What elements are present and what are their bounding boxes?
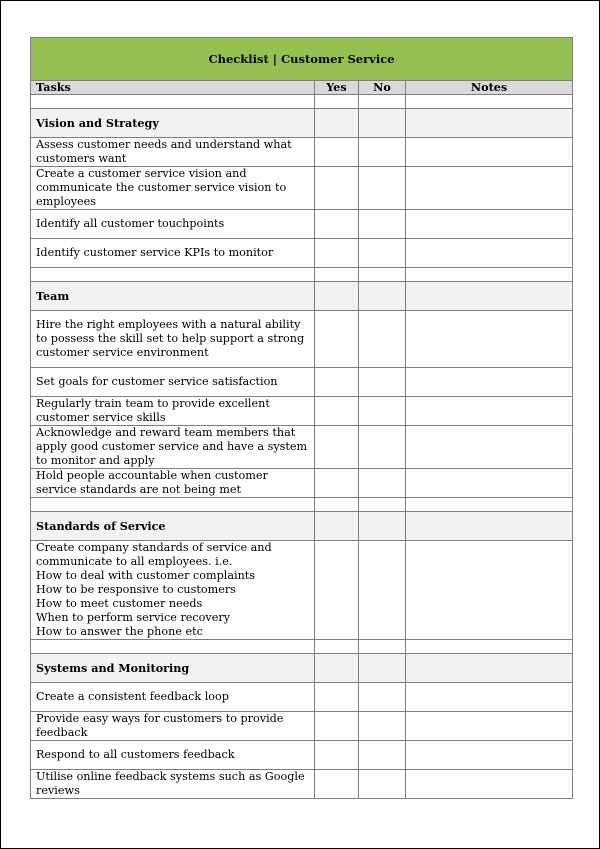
task-notes-cell[interactable] [406, 741, 573, 770]
spacer-cell [315, 268, 359, 282]
spacer-row [31, 498, 573, 512]
task-text: Regularly train team to provide excellent customer service skills [31, 397, 315, 426]
task-text: Assess customer needs and understand what customers want [31, 138, 315, 167]
yes-column-header: Yes [315, 81, 359, 95]
task-no-cell[interactable] [359, 469, 406, 498]
task-no-cell[interactable] [359, 397, 406, 426]
task-text: Hold people accountable when customer service standards are not being met [31, 469, 315, 498]
task-row [31, 683, 573, 712]
section-blank-cell [406, 654, 573, 683]
spacer-row [31, 268, 573, 282]
task-no-cell[interactable] [359, 741, 406, 770]
task-text: Utilise online feedback systems such as Google reviews [31, 770, 315, 799]
spacer-cell [359, 498, 406, 512]
task-text: Acknowledge and reward team members that apply good customer service and have a system to monitor and apply [31, 426, 315, 469]
spacer-row [31, 95, 573, 109]
document-title: Checklist | Customer Service [31, 38, 573, 81]
task-yes-cell[interactable] [315, 239, 359, 268]
section-title: Standards of Service [31, 512, 315, 541]
task-notes-cell[interactable] [406, 770, 573, 799]
section-row [31, 109, 573, 138]
task-yes-cell[interactable] [315, 426, 359, 469]
task-yes-cell[interactable] [315, 683, 359, 712]
task-row [31, 167, 573, 210]
task-yes-cell[interactable] [315, 741, 359, 770]
section-blank-cell [315, 109, 359, 138]
task-notes-cell[interactable] [406, 426, 573, 469]
spacer-row [31, 640, 573, 654]
section-blank-cell [315, 512, 359, 541]
spacer-cell [315, 640, 359, 654]
task-row [31, 210, 573, 239]
title-row [31, 38, 573, 81]
task-no-cell[interactable] [359, 368, 406, 397]
tasks-column-header: Tasks [31, 81, 315, 95]
task-no-cell[interactable] [359, 167, 406, 210]
task-no-cell[interactable] [359, 712, 406, 741]
task-no-cell[interactable] [359, 770, 406, 799]
notes-column-header: Notes [406, 81, 573, 95]
task-yes-cell[interactable] [315, 138, 359, 167]
section-blank-cell [315, 654, 359, 683]
section-blank-cell [359, 654, 406, 683]
task-no-cell[interactable] [359, 239, 406, 268]
spacer-cell [359, 268, 406, 282]
task-no-cell[interactable] [359, 210, 406, 239]
task-notes-cell[interactable] [406, 469, 573, 498]
task-notes-cell[interactable] [406, 683, 573, 712]
header-row [31, 81, 573, 95]
task-notes-cell[interactable] [406, 541, 573, 640]
task-notes-cell[interactable] [406, 368, 573, 397]
task-notes-cell[interactable] [406, 712, 573, 741]
spacer-cell [406, 95, 573, 109]
spacer-cell [31, 640, 315, 654]
task-notes-cell[interactable] [406, 397, 573, 426]
task-row [31, 770, 573, 799]
task-no-cell[interactable] [359, 683, 406, 712]
spacer-cell [359, 640, 406, 654]
task-yes-cell[interactable] [315, 210, 359, 239]
task-yes-cell[interactable] [315, 397, 359, 426]
task-notes-cell[interactable] [406, 138, 573, 167]
section-blank-cell [359, 282, 406, 311]
task-yes-cell[interactable] [315, 712, 359, 741]
section-blank-cell [406, 282, 573, 311]
task-no-cell[interactable] [359, 311, 406, 368]
section-title: Team [31, 282, 315, 311]
spacer-cell [315, 95, 359, 109]
task-text: Create a customer service vision and communicate the customer service vision to employees [31, 167, 315, 210]
section-blank-cell [315, 282, 359, 311]
task-row [31, 397, 573, 426]
task-text: Respond to all customers feedback [31, 741, 315, 770]
task-notes-cell[interactable] [406, 239, 573, 268]
section-row [31, 512, 573, 541]
task-text: Create a consistent feedback loop [31, 683, 315, 712]
task-no-cell[interactable] [359, 426, 406, 469]
spacer-cell [406, 268, 573, 282]
spacer-cell [406, 640, 573, 654]
spacer-cell [31, 498, 315, 512]
spacer-cell [359, 95, 406, 109]
task-yes-cell[interactable] [315, 311, 359, 368]
task-row [31, 469, 573, 498]
task-notes-cell[interactable] [406, 167, 573, 210]
task-text: Provide easy ways for customers to provide feedback [31, 712, 315, 741]
task-text: Identify all customer touchpoints [31, 210, 315, 239]
section-title: Vision and Strategy [31, 109, 315, 138]
section-title: Systems and Monitoring [31, 654, 315, 683]
task-text: Create company standards of service and communicate to all employees. i.e. How to deal with customer complaints How to be responsive to customers How to meet customer needs When to perform service recovery How to answer the phone etc [31, 541, 315, 640]
spacer-cell [31, 95, 315, 109]
spacer-cell [315, 498, 359, 512]
section-row [31, 654, 573, 683]
task-row [31, 741, 573, 770]
task-text: Set goals for customer service satisfaction [31, 368, 315, 397]
section-blank-cell [406, 109, 573, 138]
task-yes-cell[interactable] [315, 541, 359, 640]
task-row [31, 541, 573, 640]
task-row [31, 239, 573, 268]
section-blank-cell [406, 512, 573, 541]
task-notes-cell[interactable] [406, 210, 573, 239]
section-blank-cell [359, 109, 406, 138]
task-notes-cell[interactable] [406, 311, 573, 368]
task-row [31, 368, 573, 397]
task-no-cell[interactable] [359, 138, 406, 167]
task-text: Hire the right employees with a natural ability to possess the skill set to help support a strong customer service environment [31, 311, 315, 368]
checklist-table [30, 37, 573, 799]
task-row [31, 311, 573, 368]
no-column-header: No [359, 81, 406, 95]
task-yes-cell[interactable] [315, 770, 359, 799]
task-no-cell[interactable] [359, 541, 406, 640]
task-text: Identify customer service KPIs to monitor [31, 239, 315, 268]
task-yes-cell[interactable] [315, 368, 359, 397]
task-row [31, 426, 573, 469]
task-yes-cell[interactable] [315, 469, 359, 498]
task-yes-cell[interactable] [315, 167, 359, 210]
section-row [31, 282, 573, 311]
section-blank-cell [359, 512, 406, 541]
task-row [31, 138, 573, 167]
task-row [31, 712, 573, 741]
spacer-cell [406, 498, 573, 512]
spacer-cell [31, 268, 315, 282]
